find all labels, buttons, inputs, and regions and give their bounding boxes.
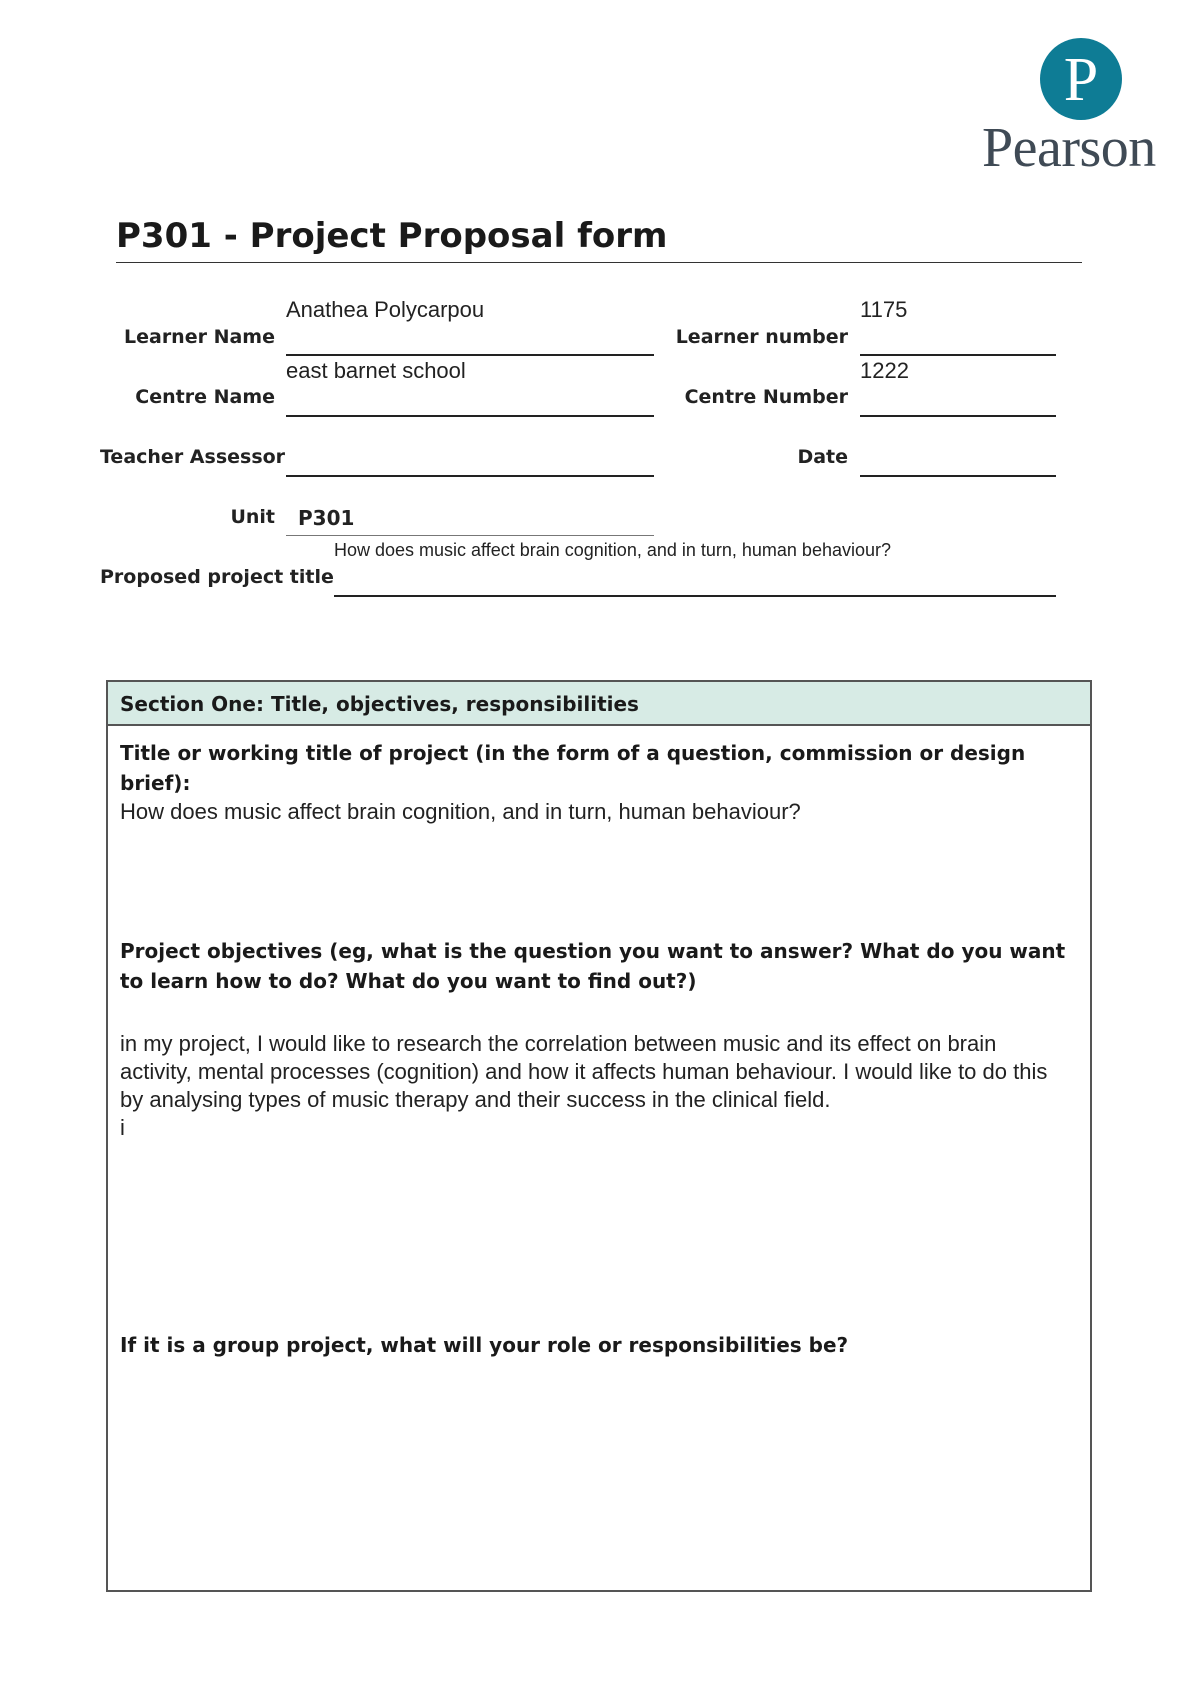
date-label: Date — [797, 446, 848, 468]
proposed-title-value[interactable]: How does music affect brain cognition, and in turn, human behaviour? — [334, 540, 891, 560]
proposed-title-label: Proposed project title — [100, 566, 334, 588]
centre-number-field[interactable] — [860, 415, 1056, 417]
unit-value[interactable]: P301 — [298, 506, 355, 530]
working-title-question: Title or working title of project (in the form of a question, commission or design brief): — [120, 741, 1026, 795]
learner-name-label: Learner Name — [124, 326, 275, 348]
centre-name-field[interactable] — [286, 415, 654, 417]
proposed-title-field[interactable] — [334, 595, 1056, 597]
learner-number-field[interactable] — [860, 354, 1056, 356]
logo-letter: P — [1063, 46, 1099, 114]
section-one-heading: Section One: Title, objectives, responsibilities — [108, 682, 1090, 726]
title-divider — [116, 262, 1082, 263]
learner-number-label: Learner number — [675, 326, 848, 348]
learner-number-value[interactable]: 1175 — [860, 297, 908, 322]
pearson-wordmark: Pearson — [982, 117, 1156, 179]
centre-number-label: Centre Number — [684, 386, 848, 408]
working-title-answer[interactable]: How does music affect brain cognition, and in turn, human behaviour? — [120, 799, 801, 824]
section-one — [106, 680, 1092, 1592]
centre-name-label: Centre Name — [135, 386, 275, 408]
teacher-assessor-field[interactable] — [286, 475, 654, 477]
pearson-logo-icon — [1040, 38, 1122, 120]
unit-field[interactable] — [286, 535, 654, 536]
date-field[interactable] — [860, 475, 1056, 477]
learner-name-field[interactable] — [286, 354, 654, 356]
page-title: P301 - Project Proposal form — [116, 216, 668, 256]
centre-name-value[interactable]: east barnet school — [286, 358, 466, 383]
teacher-assessor-label: Teacher Assessor — [100, 446, 286, 468]
pearson-p-glyph-icon — [1040, 38, 1122, 120]
objectives-question: Project objectives (eg, what is the question you want to answer? What do you want to learn how to do? What do you want to find out?) — [120, 939, 1066, 993]
unit-label: Unit — [230, 506, 275, 528]
objectives-answer[interactable]: in my project, I would like to research the correlation between music and its effect on brain activity, mental processes (cognition) and how it affects human behaviour. I would like to do this by analysing types of music therapy and their success in the clinical field. — [120, 1031, 1048, 1112]
group-role-question: If it is a group project, what will your role or responsibilities be? — [120, 1333, 849, 1357]
centre-number-value[interactable]: 1222 — [860, 358, 909, 383]
learner-name-value[interactable]: Anathea Polycarpou — [286, 297, 485, 322]
objectives-answer-extra[interactable]: i — [120, 1115, 125, 1140]
